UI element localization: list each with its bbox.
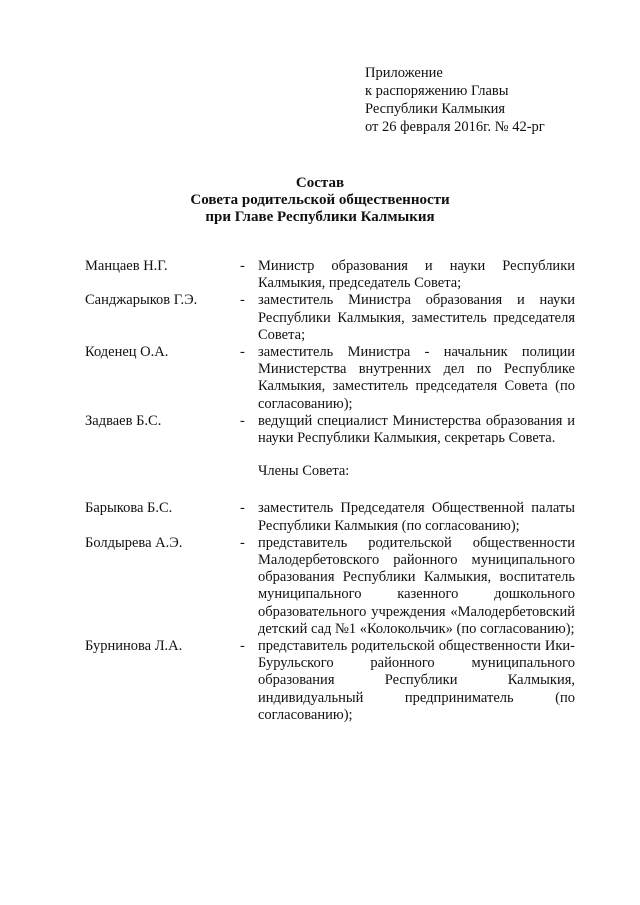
- member-role: заместитель Председателя Общественной палаты Республики Калмыкия (по согласованию);: [258, 500, 575, 534]
- member-name: Бурнинова Л.А.: [85, 638, 183, 655]
- dash: -: [240, 412, 245, 429]
- member-name: Барыкова Б.С.: [85, 500, 173, 517]
- appendix-line: к распоряжению Главы: [365, 83, 509, 99]
- dash: -: [240, 344, 245, 361]
- member-role: заместитель Министра образования и науки Республики Калмыкия, заместитель председателя Совета;: [258, 292, 575, 343]
- council-row: [85, 413, 575, 447]
- appendix-line: Республики Калмыкия: [365, 101, 506, 117]
- members-section-label: Члены Совета:: [258, 463, 350, 480]
- member-role: ведущий специалист Министерства образования и науки Республики Калмыкия, секретарь Совета.: [258, 412, 575, 447]
- dash: -: [240, 292, 245, 309]
- dash: -: [240, 534, 245, 551]
- title-line: Состав: [295, 175, 345, 191]
- title-line: при Главе Республики Калмыкия: [205, 209, 435, 225]
- member-name: Болдырева А.Э.: [85, 534, 183, 551]
- document-title: [0, 175, 640, 226]
- member-role: представитель родительской общественности Ики-Бурульского районного муниципального образования Республики Калмыкия, индивидуальный предприниматель (по согласованию);: [258, 638, 575, 723]
- appendix-line: Приложение: [365, 65, 443, 81]
- council-row: [85, 535, 575, 638]
- council-row: [85, 500, 575, 534]
- title-line: Совета родительской общественности: [190, 192, 450, 208]
- member-role: Министр образования и науки Республики Калмыкия, председатель Совета;: [258, 258, 575, 292]
- dash: -: [240, 258, 245, 274]
- member-name: Санджарыков Г.Э.: [85, 292, 198, 309]
- council-row: [85, 292, 575, 344]
- member-role: заместитель Министра - начальник полиции Министерства внутренних дел по Республике Калмыкия, заместитель председателя Совета (по согласованию);: [258, 344, 575, 412]
- council-row: [85, 638, 575, 724]
- council-row: [85, 258, 575, 292]
- appendix-line: от 26 февраля 2016г. № 42-рг: [365, 119, 545, 135]
- dash: -: [240, 500, 245, 517]
- member-name: Задваев Б.С.: [85, 412, 162, 429]
- dash: -: [240, 638, 245, 655]
- member-name: Коденец О.А.: [85, 344, 169, 361]
- appendix-header: [365, 64, 545, 136]
- council-list: [85, 258, 575, 724]
- council-row: [85, 344, 575, 413]
- member-role: представитель родительской общественности Малодербетовского районного муниципального образования Республики Калмыкия, воспитатель муниципального казенного дошкольного образовательного учреждения «Малодербетовский детский сад №1 «Колокольчик» (по согласованию);: [258, 534, 575, 637]
- member-name: Манцаев Н.Г.: [85, 258, 168, 274]
